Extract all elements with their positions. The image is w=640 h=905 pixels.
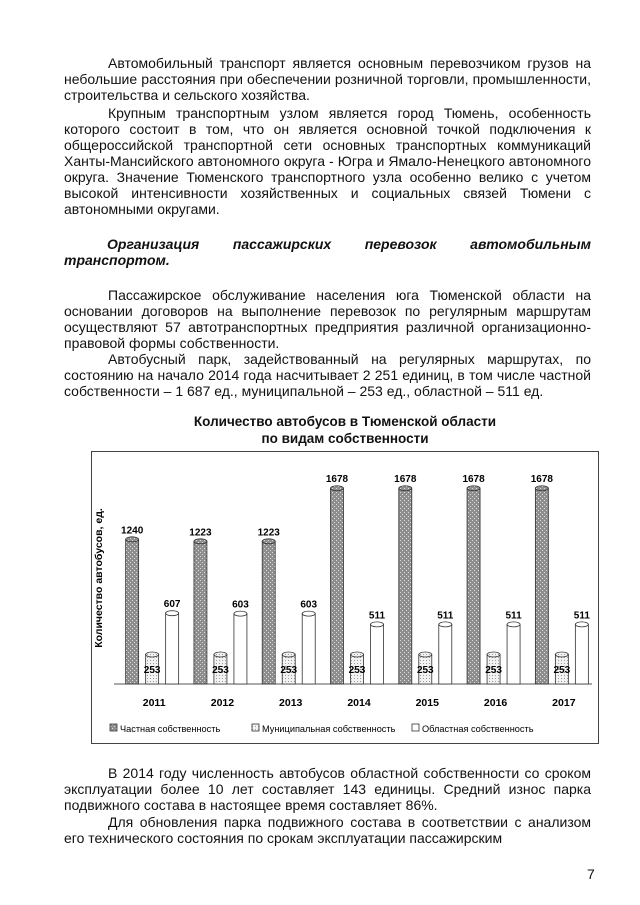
x-tick-label: 2015 xyxy=(415,697,439,709)
data-label: 1223 xyxy=(257,527,280,539)
section-heading xyxy=(107,236,591,253)
legend-label: Муниципальная собственность xyxy=(262,724,396,734)
bar-private xyxy=(194,539,207,684)
data-label: 253 xyxy=(485,665,502,677)
data-label: 253 xyxy=(280,665,298,677)
x-tick-label: 2013 xyxy=(279,697,303,709)
legend-label: Частная собственность xyxy=(120,724,221,734)
y-axis-label: Количество автобусов, ед. xyxy=(93,508,105,648)
data-label: 511 xyxy=(437,610,454,622)
bar-regional xyxy=(507,622,520,684)
bar-regional xyxy=(439,622,452,684)
bar-private xyxy=(262,539,275,684)
legend-swatch xyxy=(252,724,259,731)
data-label: 603 xyxy=(232,599,249,611)
chart-frame xyxy=(91,451,599,744)
heading-word: перевозок xyxy=(364,236,437,252)
legend-swatch xyxy=(412,724,419,731)
x-tick-label: 2016 xyxy=(483,697,508,709)
data-label: 511 xyxy=(505,610,522,622)
legend-item xyxy=(412,724,534,734)
bar-regional xyxy=(575,622,588,684)
data-label: 511 xyxy=(573,610,590,622)
data-label: 1678 xyxy=(325,474,349,486)
heading-word: пассажирских xyxy=(232,236,332,252)
bar-private xyxy=(331,486,344,684)
chart-title-line2: по видам собственности xyxy=(261,431,429,446)
chart-title-line1: Количество автобусов в Тюменской области xyxy=(193,414,497,429)
paragraph-bus-age: В 2014 году численность автобусов областной собственности со сроком эксплуатации более 10 лет составляет 143 единицы. Средний износ парка подвижного состава в настоящее время составляет 86%. xyxy=(64,765,591,813)
legend-swatch xyxy=(110,724,117,731)
bar-regional xyxy=(371,622,384,684)
x-tick-label: 2012 xyxy=(210,697,235,709)
data-label: 253 xyxy=(143,665,161,677)
bar-regional xyxy=(166,611,179,684)
bar-private xyxy=(535,486,548,684)
legend-item xyxy=(110,724,220,734)
chart-title xyxy=(90,413,600,447)
data-label: 607 xyxy=(163,599,181,611)
legend-item xyxy=(252,724,396,734)
data-label: 253 xyxy=(348,665,366,677)
data-label: 253 xyxy=(416,665,434,677)
paragraph-bus-fleet: Автобусный парк, задействованный на регулярных маршрутах, по состоянию на начало 2014 года насчитывает 2 251 единиц, в том числе частной собственности – 1 687 ед., муниципальной – 253 ед., областной – 511 ед. xyxy=(64,351,591,399)
paragraph-road-transport: Автомобильный транспорт является основным перевозчиком грузов на небольшие расстояния при обеспечении розничной торговли, промышленности, строительства и сельского хозяйства. xyxy=(64,55,591,103)
data-label: 603 xyxy=(300,599,318,611)
bar-private xyxy=(126,537,139,684)
paragraph-fleet-renewal: Для обновления парка подвижного состава в соответствии с анализом его технического состояния по срокам эксплуатации пассажирским xyxy=(64,814,591,846)
data-label: 1678 xyxy=(394,474,417,486)
x-tick-label: 2017 xyxy=(552,697,576,709)
bar-chart xyxy=(92,452,598,743)
bar-regional xyxy=(302,611,315,684)
paragraph-passenger-service: Пассажирское обслуживание населения юга Тюменской области на основании договоров на выполнение перевозок по регулярным маршрутам осуществляют 57 автотранспортных предприятия различной организационно-правовой формы собственности. xyxy=(64,287,591,351)
x-tick-label: 2011 xyxy=(142,697,166,709)
paragraph-tyumen-hub: Крупным транспортным узлом является город Тюмень, особенность которого состоит в том, что он является основной точкой подключения к общероссийской транспортной сети основных транспортных коммуникаций Ханты-Мансийского автономного округа - Югра и Ямало-Ненецкого автономного округа. Значение Тюменского транспортного узла особенно велико с учетом высокой интенсивности хозяйственных и социальных связей Тюмени с автономными округами. xyxy=(64,105,591,217)
data-label: 1678 xyxy=(462,474,485,486)
heading-word: Организация xyxy=(107,236,200,252)
data-label: 253 xyxy=(212,665,229,677)
data-label: 253 xyxy=(553,665,571,677)
heading-word: автомобильным xyxy=(470,236,591,252)
data-label: 1223 xyxy=(189,527,212,539)
data-label: 511 xyxy=(368,610,386,622)
section-heading-line2: транспортом. xyxy=(64,252,170,268)
data-label: 1240 xyxy=(121,525,144,537)
data-label: 1678 xyxy=(530,474,553,486)
page-number: 7 xyxy=(587,866,595,882)
bar-regional xyxy=(234,611,247,684)
x-tick-label: 2014 xyxy=(347,697,371,709)
bar-private xyxy=(467,486,480,684)
legend-label: Областная собственность xyxy=(422,724,534,734)
bar-private xyxy=(399,486,412,684)
